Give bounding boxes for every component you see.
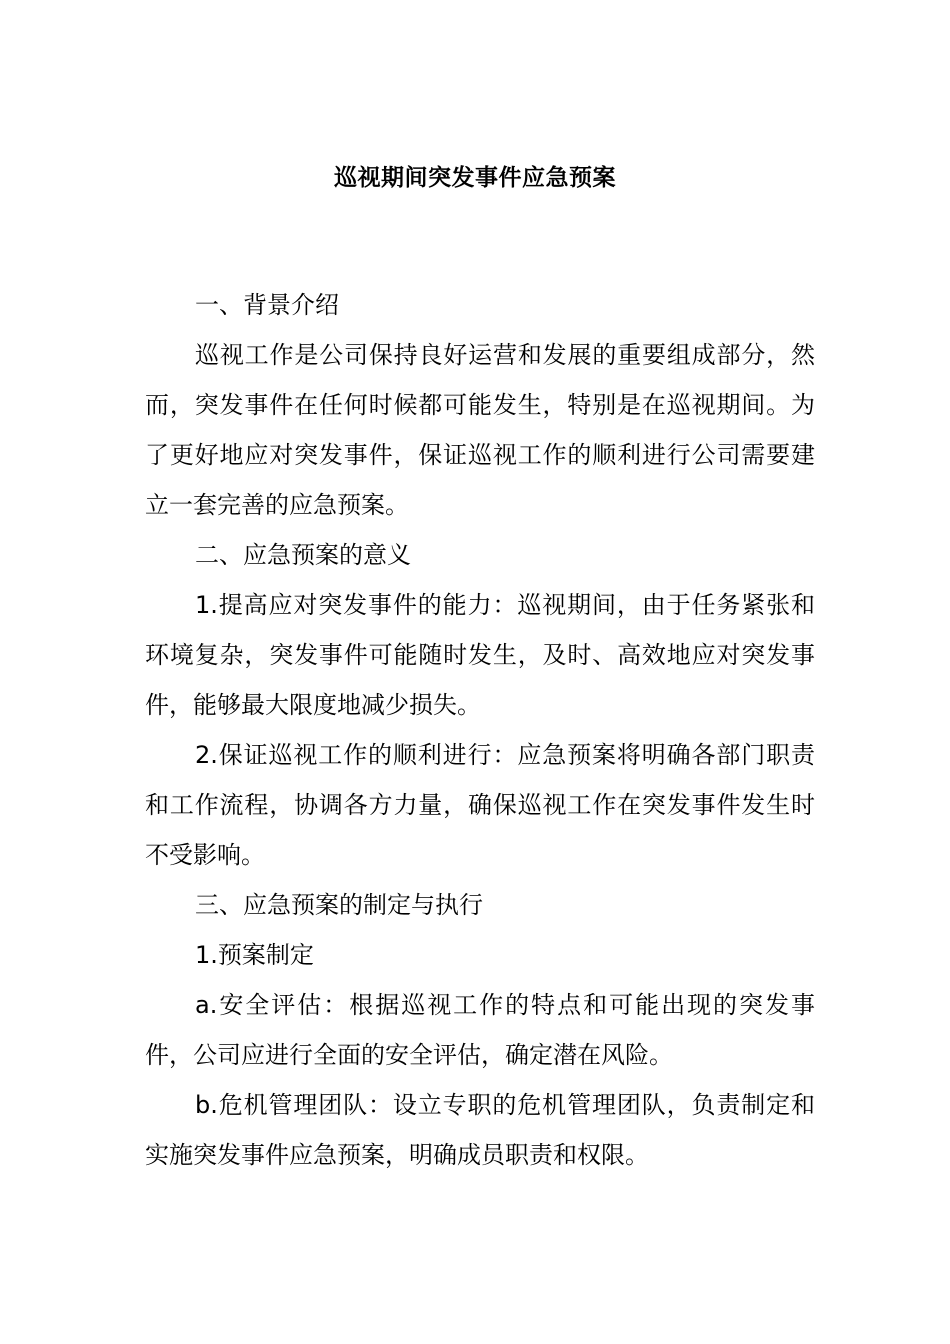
paragraph-background: 巡视工作是公司保持良好运营和发展的重要组成部分，然而，突发事件在任何时候都可能发生，特别是在巡视期间。为了更好地应对突发事件，保证巡视工作的顺利进行公司需要建立一套完善的应急预案。 <box>145 341 815 519</box>
paragraph-safety-assessment: a.安全评估：根据巡视工作的特点和可能出现的突发事件，公司应进行全面的安全评估，确定潜在风险。 <box>145 991 815 1069</box>
section-heading-significance: 二、应急预案的意义 <box>195 541 411 569</box>
paragraph-significance-1: 1.提高应对突发事件的能力：巡视期间，由于任务紧张和环境复杂，突发事件可能随时发生，及时、高效地应对突发事件，能够最大限度地减少损失。 <box>145 591 815 719</box>
paragraph-significance-2: 2.保证巡视工作的顺利进行：应急预案将明确各部门职责和工作流程，协调各方力量，确保巡视工作在突发事件发生时不受影响。 <box>145 741 815 869</box>
section-heading-formulation: 三、应急预案的制定与执行 <box>195 891 483 919</box>
paragraph-crisis-team: b.危机管理团队：设立专职的危机管理团队，负责制定和实施突发事件应急预案，明确成员职责和权限。 <box>145 1091 815 1169</box>
document-body <box>145 280 815 1180</box>
subheading-plan-formulation: 1.预案制定 <box>195 941 314 969</box>
section-heading-background: 一、背景介绍 <box>195 291 339 319</box>
document-title: 巡视期间突发事件应急预案 <box>334 165 616 191</box>
